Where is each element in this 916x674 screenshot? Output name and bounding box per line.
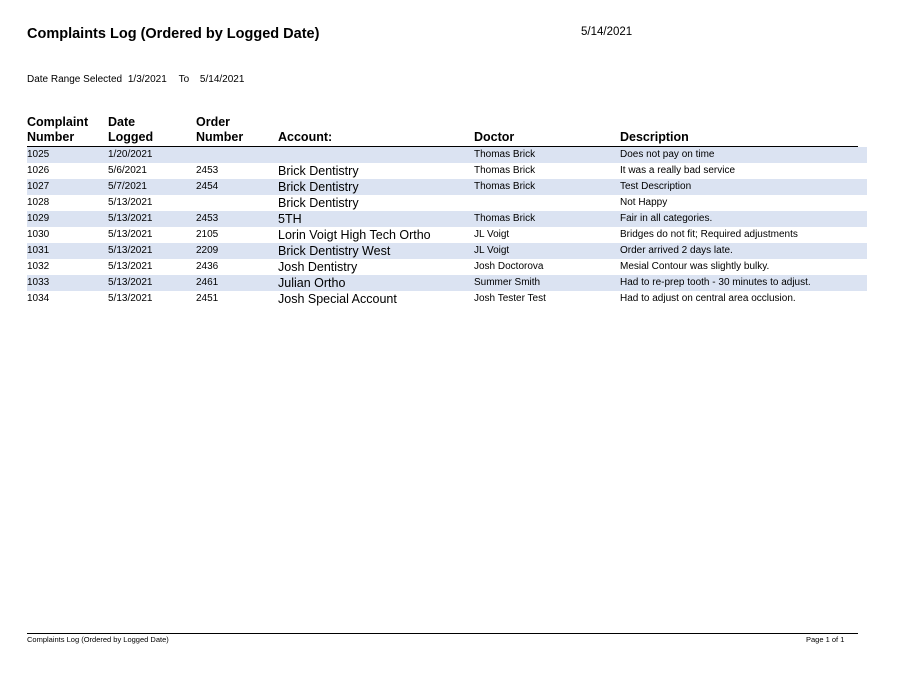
cell-complaint-number: 1031 xyxy=(27,245,50,256)
cell-complaint-number: 1032 xyxy=(27,261,50,272)
cell-complaint-number: 1029 xyxy=(27,213,50,224)
table-row xyxy=(27,259,867,275)
cell-order-number: 2461 xyxy=(196,277,219,288)
footer-page-number: Page 1 of 1 xyxy=(806,635,845,644)
table-row xyxy=(27,195,867,211)
cell-order-number: 2453 xyxy=(196,213,219,224)
column-header-date-line2: Logged xyxy=(108,130,154,144)
cell-order-number: 2105 xyxy=(196,229,219,240)
date-range-start: 1/3/2021 xyxy=(127,74,167,85)
cell-doctor: Thomas Brick xyxy=(474,213,536,224)
column-header-complaint-line1: Complaint xyxy=(27,115,89,129)
table-row xyxy=(27,211,867,227)
cell-date-logged: 5/13/2021 xyxy=(108,197,153,208)
cell-date-logged: 1/20/2021 xyxy=(108,149,153,160)
date-range xyxy=(27,74,244,85)
cell-date-logged: 5/13/2021 xyxy=(108,213,153,224)
cell-doctor: JL Voigt xyxy=(474,245,510,256)
cell-description: Had to re-prep tooth - 30 minutes to adjust. xyxy=(620,277,811,288)
date-range-end: 5/14/2021 xyxy=(199,74,245,85)
cell-order-number: 2453 xyxy=(196,165,219,176)
cell-description: Test Description xyxy=(620,181,692,192)
footer-divider xyxy=(27,633,858,634)
complaints-table xyxy=(27,147,867,307)
column-header-doctor: Doctor xyxy=(474,130,515,144)
cell-description: Had to adjust on central area occlusion. xyxy=(620,293,796,304)
cell-description: Bridges do not fit; Required adjustments xyxy=(620,229,798,240)
cell-account: Brick Dentistry xyxy=(278,180,359,194)
cell-description: Not Happy xyxy=(620,197,668,208)
column-header-complaint-number xyxy=(27,115,88,145)
cell-complaint-number: 1030 xyxy=(27,229,50,240)
cell-description: Does not pay on time xyxy=(620,149,715,160)
cell-complaint-number: 1026 xyxy=(27,165,50,176)
column-header-description: Description xyxy=(620,130,689,144)
cell-complaint-number: 1033 xyxy=(27,277,50,288)
table-row xyxy=(27,227,867,243)
table-row xyxy=(27,291,867,307)
cell-complaint-number: 1028 xyxy=(27,197,50,208)
cell-date-logged: 5/13/2021 xyxy=(108,293,153,304)
cell-account: Josh Dentistry xyxy=(278,260,358,274)
column-header-date-logged xyxy=(108,115,153,145)
cell-complaint-number: 1034 xyxy=(27,293,50,304)
cell-description: Fair in all categories. xyxy=(620,213,713,224)
cell-doctor: JL Voigt xyxy=(474,229,510,240)
cell-doctor: Josh Doctorova xyxy=(474,261,544,272)
cell-doctor: Summer Smith xyxy=(474,277,541,288)
cell-account: Josh Special Account xyxy=(278,292,397,306)
cell-account: Brick Dentistry xyxy=(278,164,359,178)
cell-doctor: Thomas Brick xyxy=(474,181,536,192)
cell-description: It was a really bad service xyxy=(620,165,736,176)
table-row xyxy=(27,179,867,195)
column-header-complaint-line2: Number xyxy=(27,130,75,144)
cell-doctor: Josh Tester Test xyxy=(474,293,546,304)
table-row xyxy=(27,147,867,163)
date-range-to: To xyxy=(178,74,190,85)
cell-order-number: 2209 xyxy=(196,245,219,256)
cell-description: Mesial Contour was slightly bulky. xyxy=(620,261,770,272)
cell-doctor: Thomas Brick xyxy=(474,149,536,160)
column-header-date-line1: Date xyxy=(108,115,136,129)
cell-account: Brick Dentistry xyxy=(278,196,359,210)
table-row xyxy=(27,275,867,291)
cell-date-logged: 5/13/2021 xyxy=(108,229,153,240)
footer-report-title: Complaints Log (Ordered by Logged Date) xyxy=(27,635,169,644)
report-title: Complaints Log (Ordered by Logged Date) xyxy=(27,26,320,42)
column-header-order-line2: Number xyxy=(196,130,244,144)
cell-date-logged: 5/7/2021 xyxy=(108,181,147,192)
cell-complaint-number: 1025 xyxy=(27,149,50,160)
cell-doctor: Thomas Brick xyxy=(474,165,536,176)
report-date: 5/14/2021 xyxy=(581,26,633,38)
column-header-order-number xyxy=(196,115,243,145)
cell-account: Brick Dentistry West xyxy=(278,244,391,258)
cell-order-number: 2436 xyxy=(196,261,219,272)
column-header-account: Account: xyxy=(278,130,333,144)
cell-order-number: 2451 xyxy=(196,293,219,304)
table-row xyxy=(27,243,867,259)
cell-complaint-number: 1027 xyxy=(27,181,50,192)
cell-date-logged: 5/13/2021 xyxy=(108,261,153,272)
table-row xyxy=(27,163,867,179)
cell-account: Lorin Voigt High Tech Ortho xyxy=(278,228,431,242)
cell-account: 5TH xyxy=(278,212,302,226)
cell-date-logged: 5/6/2021 xyxy=(108,165,147,176)
cell-description: Order arrived 2 days late. xyxy=(620,245,733,256)
cell-account: Julian Ortho xyxy=(278,276,346,290)
column-header-order-line1: Order xyxy=(196,115,231,129)
cell-date-logged: 5/13/2021 xyxy=(108,245,153,256)
cell-order-number: 2454 xyxy=(196,181,219,192)
cell-date-logged: 5/13/2021 xyxy=(108,277,153,288)
date-range-label: Date Range Selected xyxy=(27,74,123,85)
